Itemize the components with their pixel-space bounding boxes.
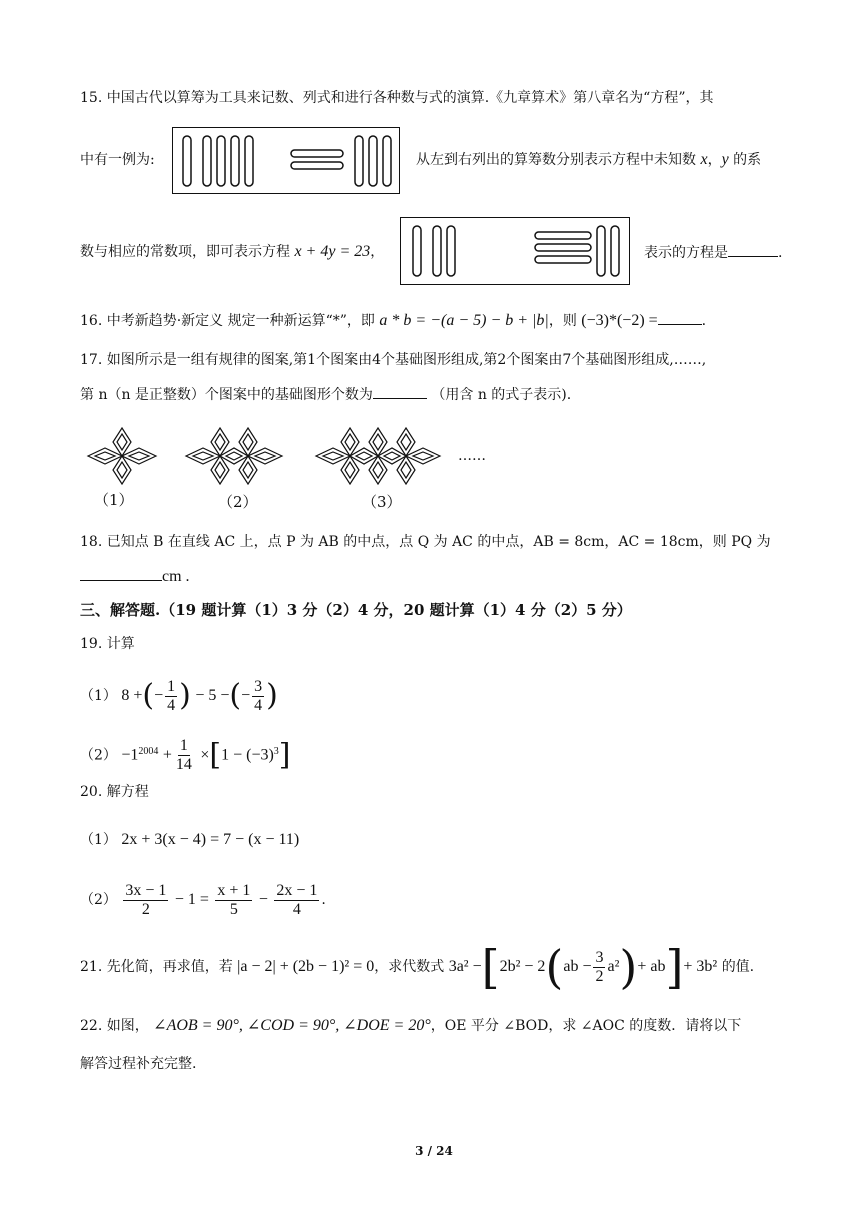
q19-part1: （1） 8 +(− $\frac{1}{4}$ ) − 5 −(− $\frac{3}{4}$ ) bbox=[80, 677, 278, 714]
diamond-pattern-figure bbox=[82, 422, 502, 502]
section3-title: 三、解答题.（19 题计算（1）3 分（2）4 分，20 题计算（1）4 分（2）5 分） bbox=[80, 601, 632, 619]
q22-line2: 解答过程补充完整. bbox=[80, 1056, 197, 1072]
q16: 16. 中考新趋势·新定义 规定一种新运算“*”，即 a * b = −(a − 5) − b + |b|，则 (−3)*(−2) = . bbox=[80, 312, 707, 329]
q15-line2-right: 从左到右列出的算筹数分别表示方程中未知数 x，y 的系 bbox=[416, 151, 762, 168]
pattern-3 bbox=[316, 428, 440, 484]
q21: 21. 先化简，再求值，若 |a − 2| + (2b − 1)² = 0，求代数式 3a² −[2b² − 2(ab − $\frac{3}{2}$ a²)+ ab]+ 3b² 的值. bbox=[80, 940, 755, 994]
q18-line1: 18. 已知点 B 在直线 AC 上，点 P 为 AB 的中点，点 Q 为 AC 的中点，AB = 8cm，AC = 18cm，则 PQ 为 bbox=[80, 534, 771, 550]
q17-label-3: （3） bbox=[362, 493, 402, 511]
q19-title: 19. 计算 bbox=[80, 636, 135, 652]
q15-line3-right: 表示的方程是 . bbox=[644, 242, 782, 263]
counting-rods-figure-2 bbox=[400, 217, 630, 285]
counting-rods-figure-1 bbox=[172, 127, 400, 194]
counting-rods-drawing-1 bbox=[173, 128, 399, 193]
counting-rods-drawing-2 bbox=[401, 218, 629, 284]
q15-line2-left: 中有一例为: bbox=[80, 152, 155, 168]
q15-equation: x + 4y = 23 bbox=[294, 243, 371, 260]
pattern-1 bbox=[88, 428, 156, 484]
q17-ellipsis: …… bbox=[458, 448, 486, 464]
q20-part1: （1） 2x + 3(x − 4) = 7 − (x − 11) bbox=[80, 831, 300, 848]
pattern-2 bbox=[186, 428, 282, 484]
q20-part2: （2） $\frac{3x - 1}{2}$ − 1 = $\frac{x + 1}{5}$ − $\frac{2x - 1}{4}$ . bbox=[80, 881, 326, 918]
q15-answer-blank[interactable] bbox=[728, 242, 778, 257]
q15-line3: 数与相应的常数项，即可表示方程 x + 4y = 23， bbox=[80, 243, 385, 260]
q16-answer-blank[interactable] bbox=[658, 310, 702, 325]
q18-line2: cm . bbox=[80, 566, 190, 587]
page-number: 3 / 24 bbox=[415, 1144, 453, 1158]
q20-title: 20. 解方程 bbox=[80, 784, 149, 800]
q17-label-2: （2） bbox=[218, 493, 258, 511]
q22-line1: 22. 如图， ∠AOB = 90°, ∠COD = 90°, ∠DOE = 20°，OE 平分 ∠BOD，求 ∠AOC 的度数．请将以下 bbox=[80, 1017, 742, 1034]
q15-line1: 15. 中国古代以算筹为工具来记数、列式和进行各种数与式的演算.《九章算术》第八章名为“方程”，其 bbox=[80, 90, 714, 106]
q17-line1: 17. 如图所示是一组有规律的图案,第1个图案由4个基础图形组成,第2个图案由7个基础图形组成,……, bbox=[80, 352, 707, 368]
q17-label-1: （1） bbox=[94, 491, 134, 509]
q17-answer-blank[interactable] bbox=[373, 384, 427, 399]
q17-line2: 第 n（n 是正整数）个图案中的基础图形个数为 （用含 n 的式子表示). bbox=[80, 384, 571, 405]
q19-part2: $(2) -1^{2004}$ + $\frac{1}{14}$ $\times[1 - (-3)^3]$ bbox=[80, 737, 291, 774]
q18-answer-blank[interactable] bbox=[80, 566, 162, 581]
